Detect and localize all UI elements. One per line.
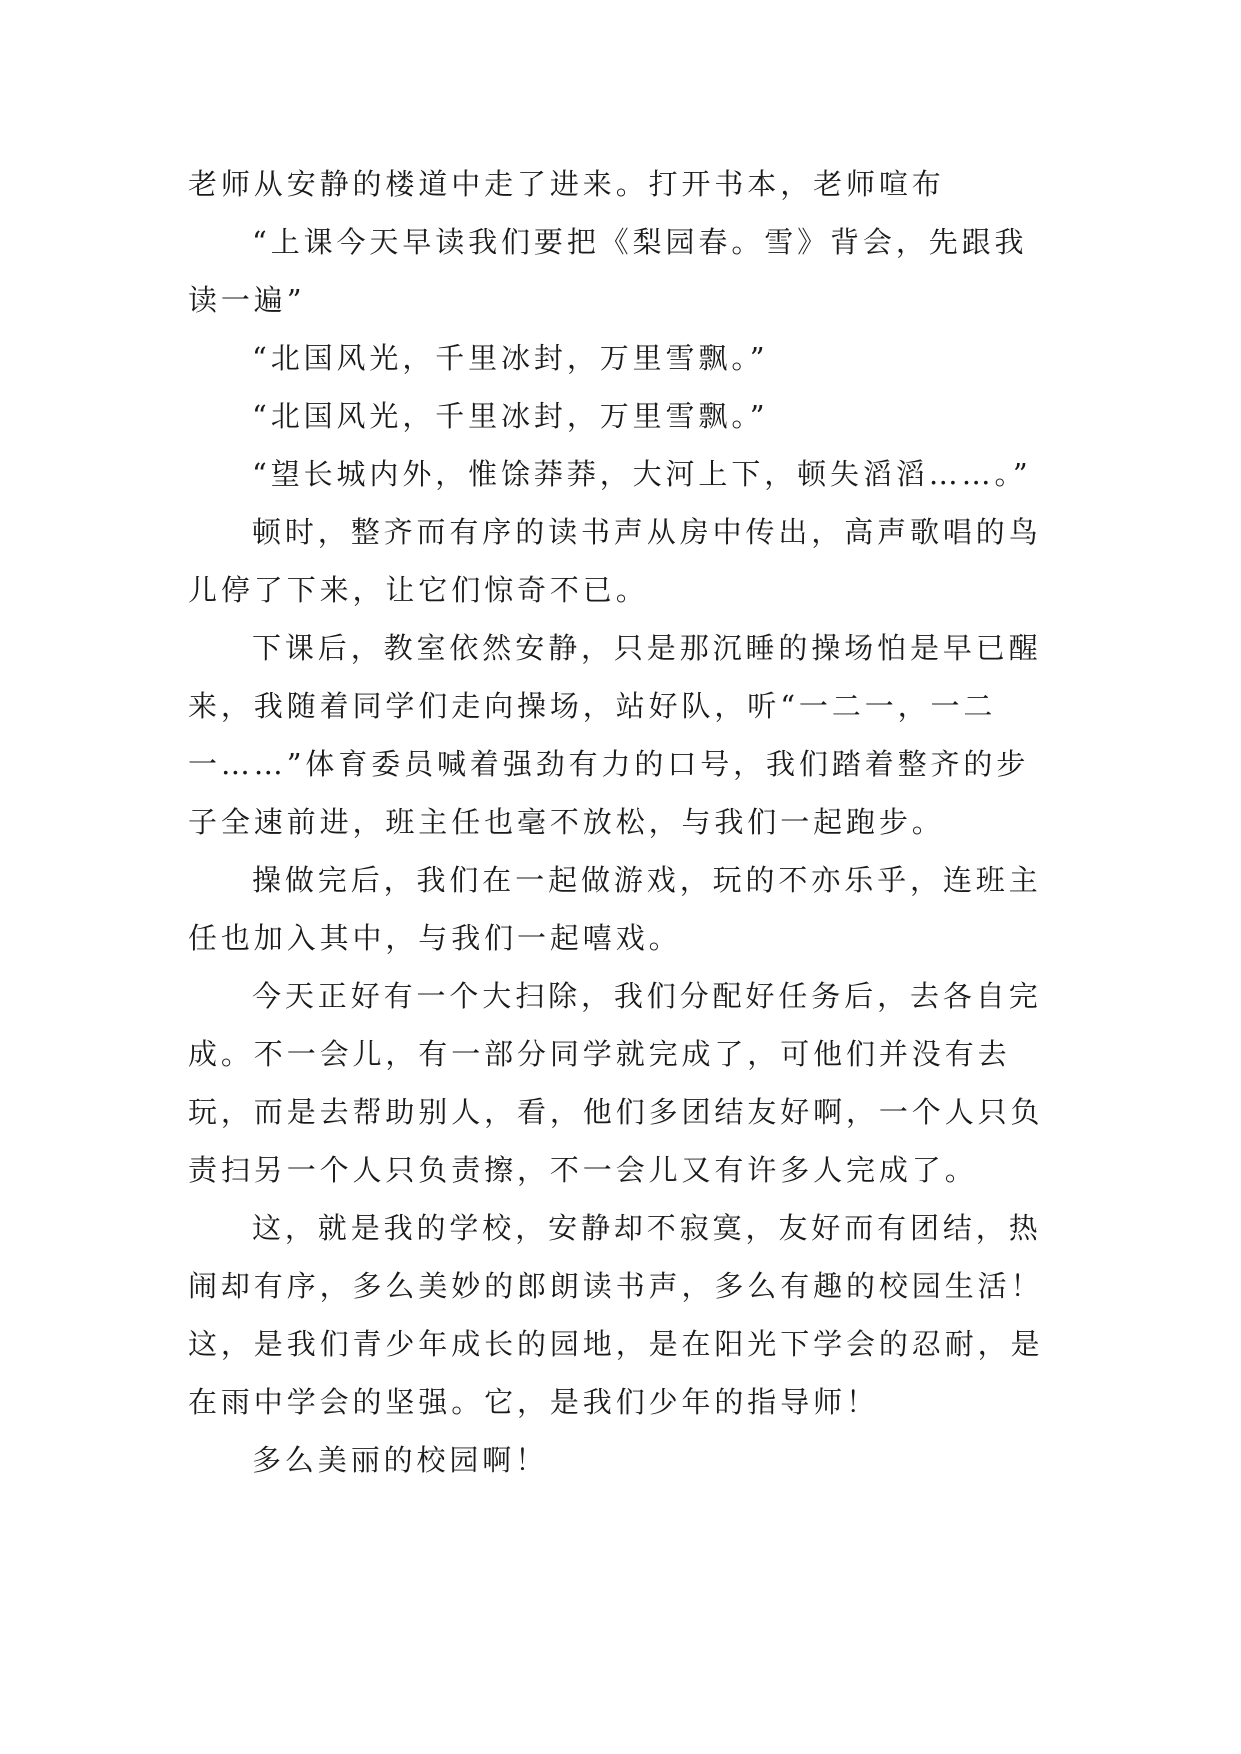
paragraph-after-class: 下课后，教室依然安静，只是那沉睡的操场怕是早已醒来，我随着同学们走向操场，站好队，听“一二一，一二一……”体育委员喊着强劲有力的口号，我们踏着整齐的步子全速前进，班主任也毫不放松，与我们一起跑步。: [188, 631, 1042, 839]
paragraph-closing: 多么美丽的校园啊！: [252, 1443, 549, 1477]
paragraph-poem-line-3: “望长城内外，惟馀莽莽，大河上下，顿失滔滔……。”: [252, 457, 1032, 491]
paragraph-conclusion: 这，就是我的学校，安静却不寂寞，友好而有团结，热闹却有序，多么美妙的郎朗读书声，多么有趣的校园生活！这，是我们青少年成长的园地，是在阳光下学会的忍耐，是在雨中学会的坚强。它，是我们少年的指导师！: [188, 1211, 1044, 1419]
paragraph-teacher-announcement: “上课今天早读我们要把《梨园春。雪》背会，先跟我读一遍”: [188, 225, 1028, 317]
paragraph-games: 操做完后，我们在一起做游戏，玩的不亦乐乎，连班主任也加入其中，与我们一起嘻戏。: [188, 863, 1042, 955]
paragraph-cleaning: 今天正好有一个大扫除，我们分配好任务后，去各自完成。不一会儿，有一部分同学就完成了，可他们并没有去玩，而是去帮助别人，看，他们多团结友好啊，一个人只负责扫另一个人只负责擦，不一会儿又有许多人完成了。: [188, 979, 1044, 1187]
paragraph-poem-line-1: “北国风光，千里冰封，万里雪飘。”: [252, 341, 769, 375]
paragraph-continuation: 老师从安静的楼道中走了进来。打开书本，老师喧布: [188, 167, 945, 201]
paragraph-poem-line-2: “北国风光，千里冰封，万里雪飘。”: [252, 399, 769, 433]
paragraph-reading-sound: 顿时，整齐而有序的读书声从房中传出，高声歌唱的鸟儿停了下来，让它们惊奇不已。: [188, 515, 1042, 607]
essay-body: [188, 155, 1058, 1489]
